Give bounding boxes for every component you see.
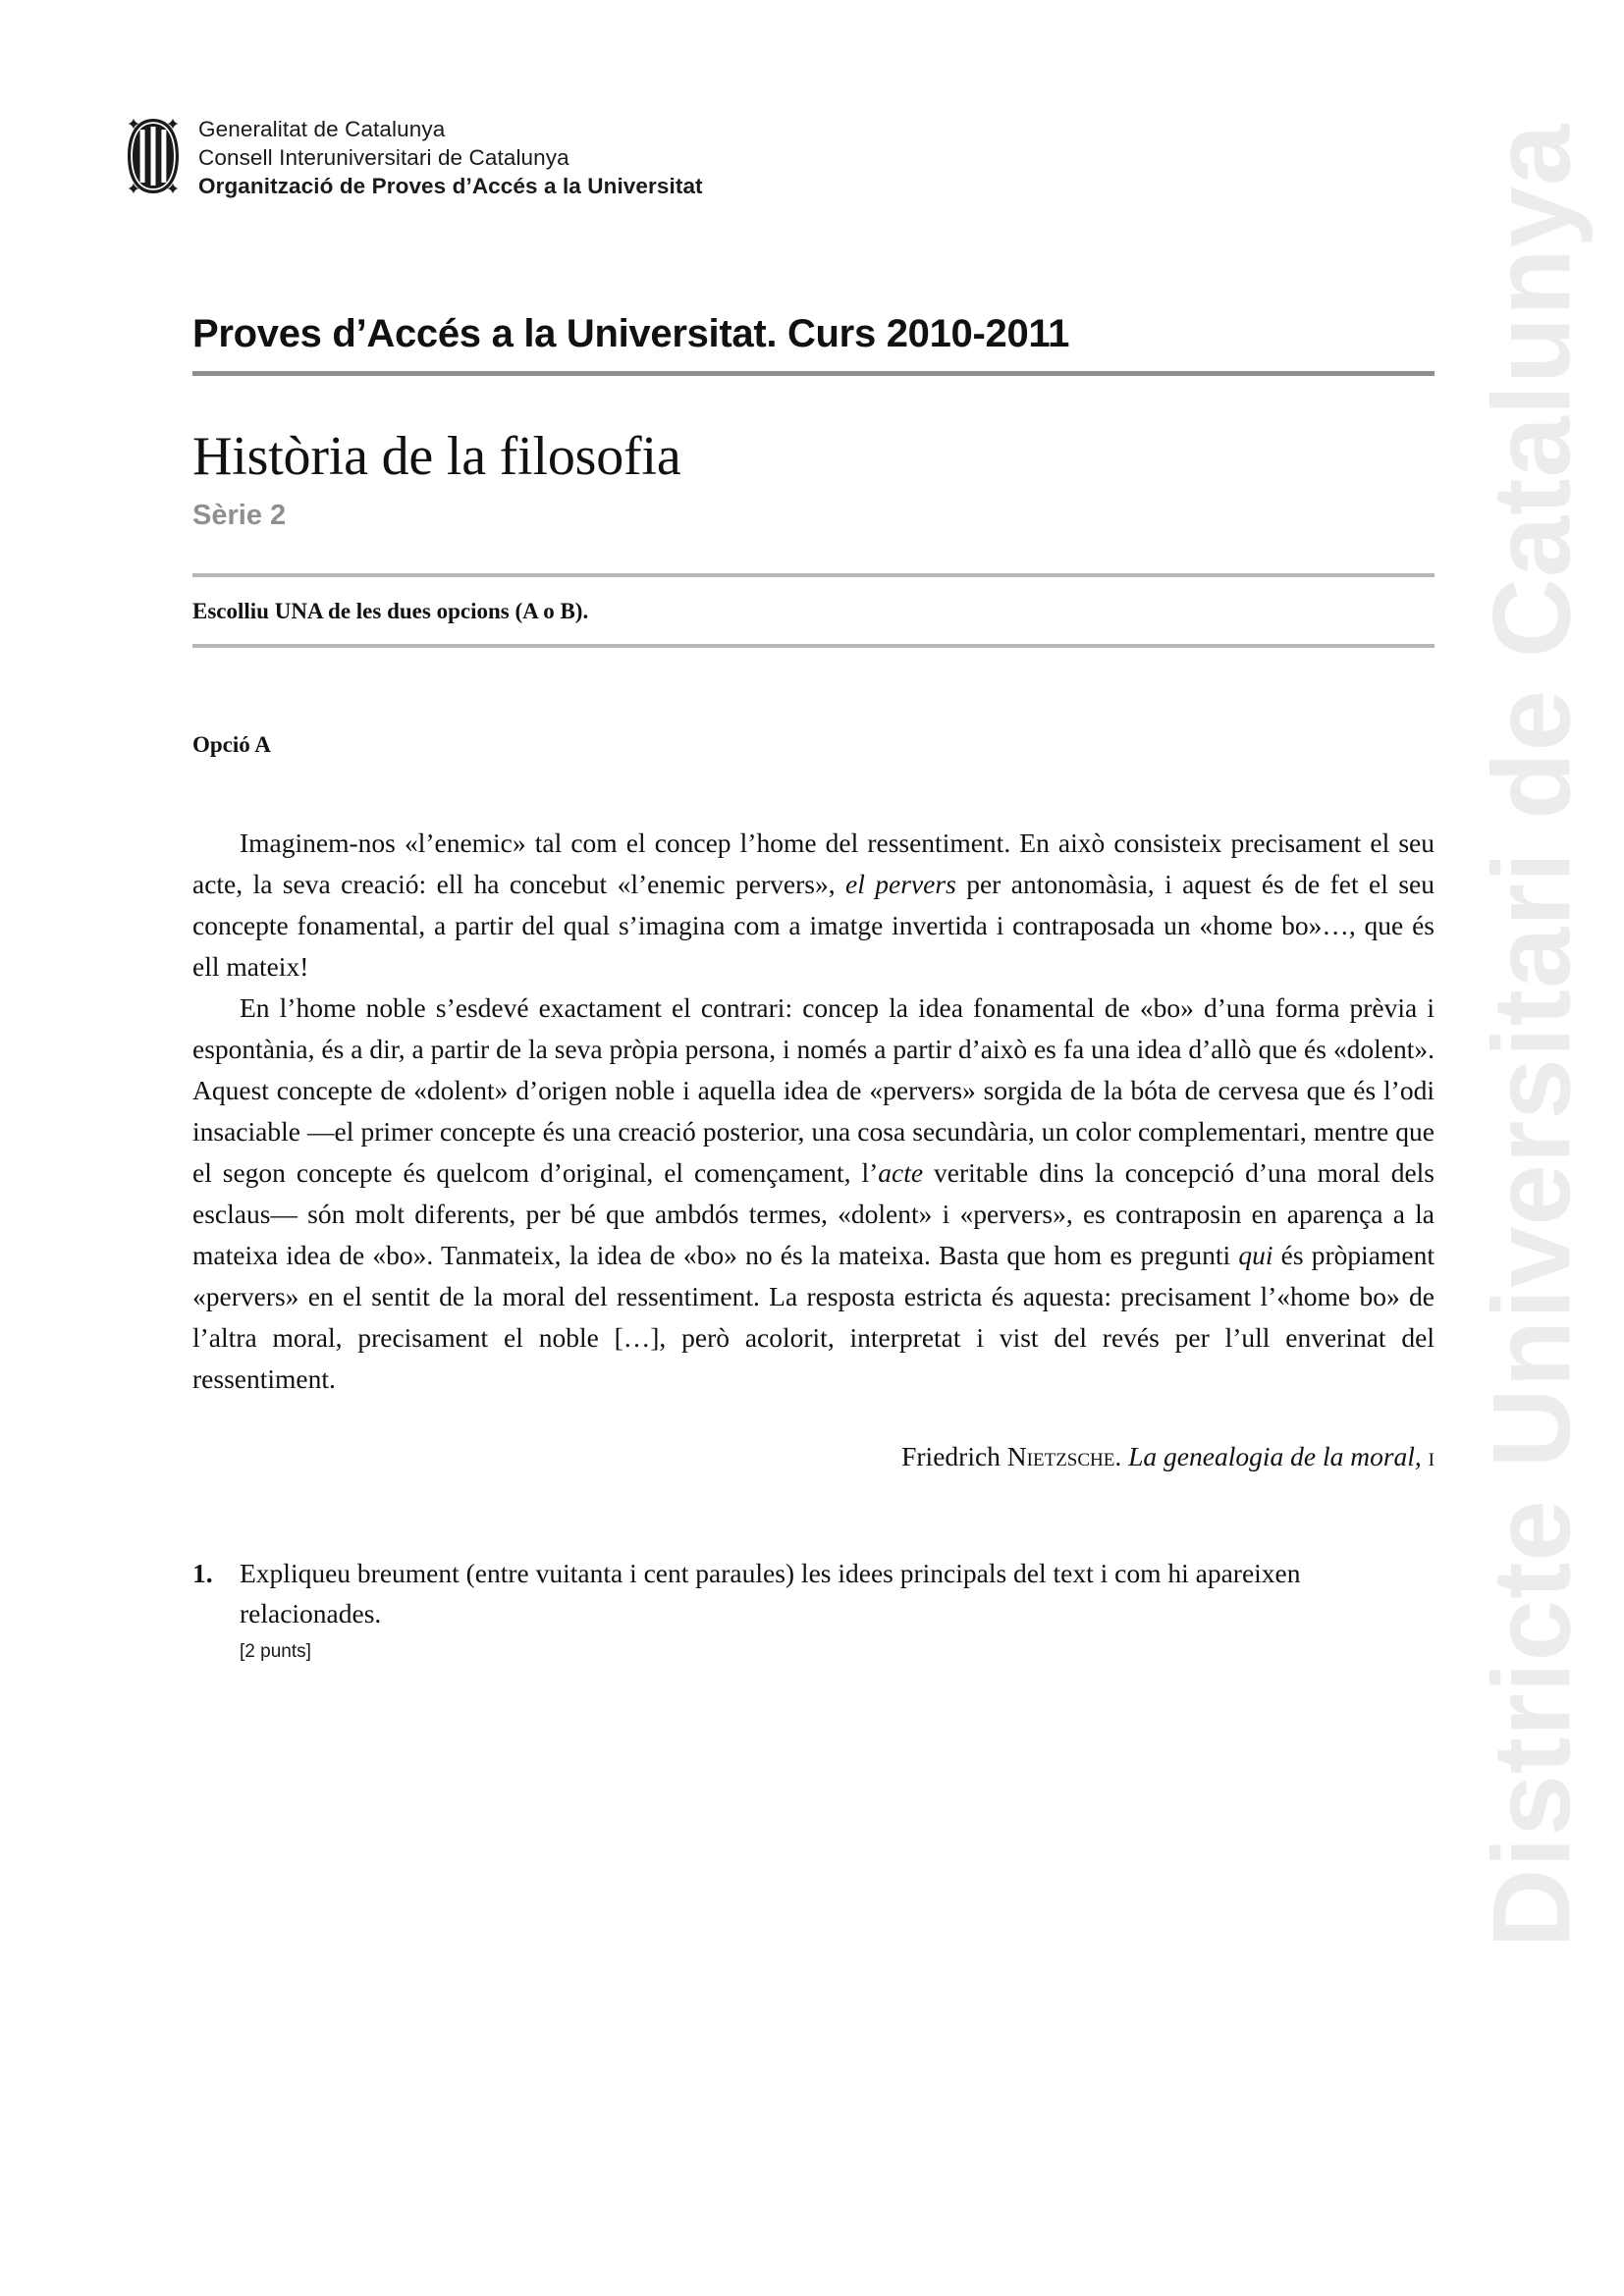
subject-title: Història de la filosofia <box>192 426 681 487</box>
masthead-line-generalitat: Generalitat de Catalunya <box>198 117 446 141</box>
question-item <box>192 1553 1435 1664</box>
passage-emphasis: el pervers <box>845 869 956 900</box>
attribution-work-title: La genealogia de la moral <box>1128 1440 1415 1471</box>
passage-run: per antonomàsia, i aquest és de fet el seu concepte fonamental, a partir del qual s’imagina com a imatge invertida i contraposada un «home bo»…, que és ell mateix! <box>192 869 1435 983</box>
catalonia-coat-of-arms-icon <box>126 118 181 194</box>
passage-paragraph <box>192 823 1435 988</box>
passage-run: veritable dins la concepció d’una moral dels esclaus— són molt diferents, per bé que ambdós termes, «dolent» i «pervers», es contraposin en aparença a la mateixa idea de «bo». Tanmateix, la idea de «bo» no és la mateixa. Basta que hom es pregunti <box>192 1156 1435 1270</box>
question-body <box>240 1553 1435 1664</box>
series-label: Sèrie 2 <box>192 500 287 532</box>
content-column <box>192 0 1435 1663</box>
masthead-line-organitzacio: Organització de Proves d’Accés a la Universitat <box>198 173 703 198</box>
passage-run: En l’home noble s’esdevé exactament el contrari: concep la idea fonamental de «bo» d’una forma prèvia i espontània, és a dir, a partir de la seva pròpia persona, i només a partir d’això es fa una idea d’allò que és «dolent». Aquest concepte de «dolent» d’origen noble i aquella idea de «pervers» sorgida de la bóta de cervesa que és l’odi insaciable —el primer concepte és una creació posterior, una cosa secundària, un color complementari, mentre que el segon concepte és quelcom d’original, el començament, l’ <box>192 992 1435 1188</box>
passage-run: és pròpiament «pervers» en el sentit de la moral del ressentiment. La resposta estricta és aquesta: precisament l’«home bo» de l’altra moral, precisament el noble […], però acolorit, interpretat i vist del revés per l’ull enverinat del ressentiment. <box>192 1239 1435 1394</box>
question-points: [2 punts] <box>240 1641 311 1663</box>
question-number: 1. <box>192 1557 213 1588</box>
attribution-separator: . <box>1114 1440 1129 1471</box>
masthead-line-consell: Consell Interuniversitari de Catalunya <box>198 144 569 170</box>
title-divider <box>192 371 1435 376</box>
exam-title: Proves d’Accés a la Universitat. Curs 2010-2011 <box>192 312 1070 355</box>
questions-list <box>192 1553 1435 1664</box>
passage-paragraph <box>192 988 1435 1399</box>
option-a-heading: Opció A <box>192 732 271 758</box>
passage-emphasis: acte <box>878 1156 924 1188</box>
attribution-author-first: Friedrich <box>901 1440 1007 1471</box>
instructions-divider-bottom <box>192 644 1435 648</box>
source-attribution <box>192 1441 1435 1472</box>
page-watermark <box>1434 0 1624 2238</box>
attribution-volume: i <box>1428 1440 1435 1471</box>
watermark-text: Districte Universitari de Catalunya <box>1470 123 1594 1949</box>
passage-text <box>192 823 1435 1399</box>
instructions-divider-top <box>192 573 1435 577</box>
passage-emphasis: qui <box>1238 1239 1273 1270</box>
attribution-author-last: Nietzsche <box>1006 1440 1115 1471</box>
attribution-comma: , <box>1414 1440 1429 1471</box>
instructions-text: Escolliu UNA de les dues opcions (A o B). <box>192 599 589 624</box>
passage-run: Imaginem-nos «l’enemic» tal com el concep l’home del ressentiment. En això consisteix precisament el seu acte, la seva creació: ell ha concebut «l’enemic pervers», <box>192 828 1435 900</box>
question-text: Expliqueu breument (entre vuitanta i cent paraules) les idees principals del text i com hi apareixen relacionades. <box>240 1557 1301 1629</box>
